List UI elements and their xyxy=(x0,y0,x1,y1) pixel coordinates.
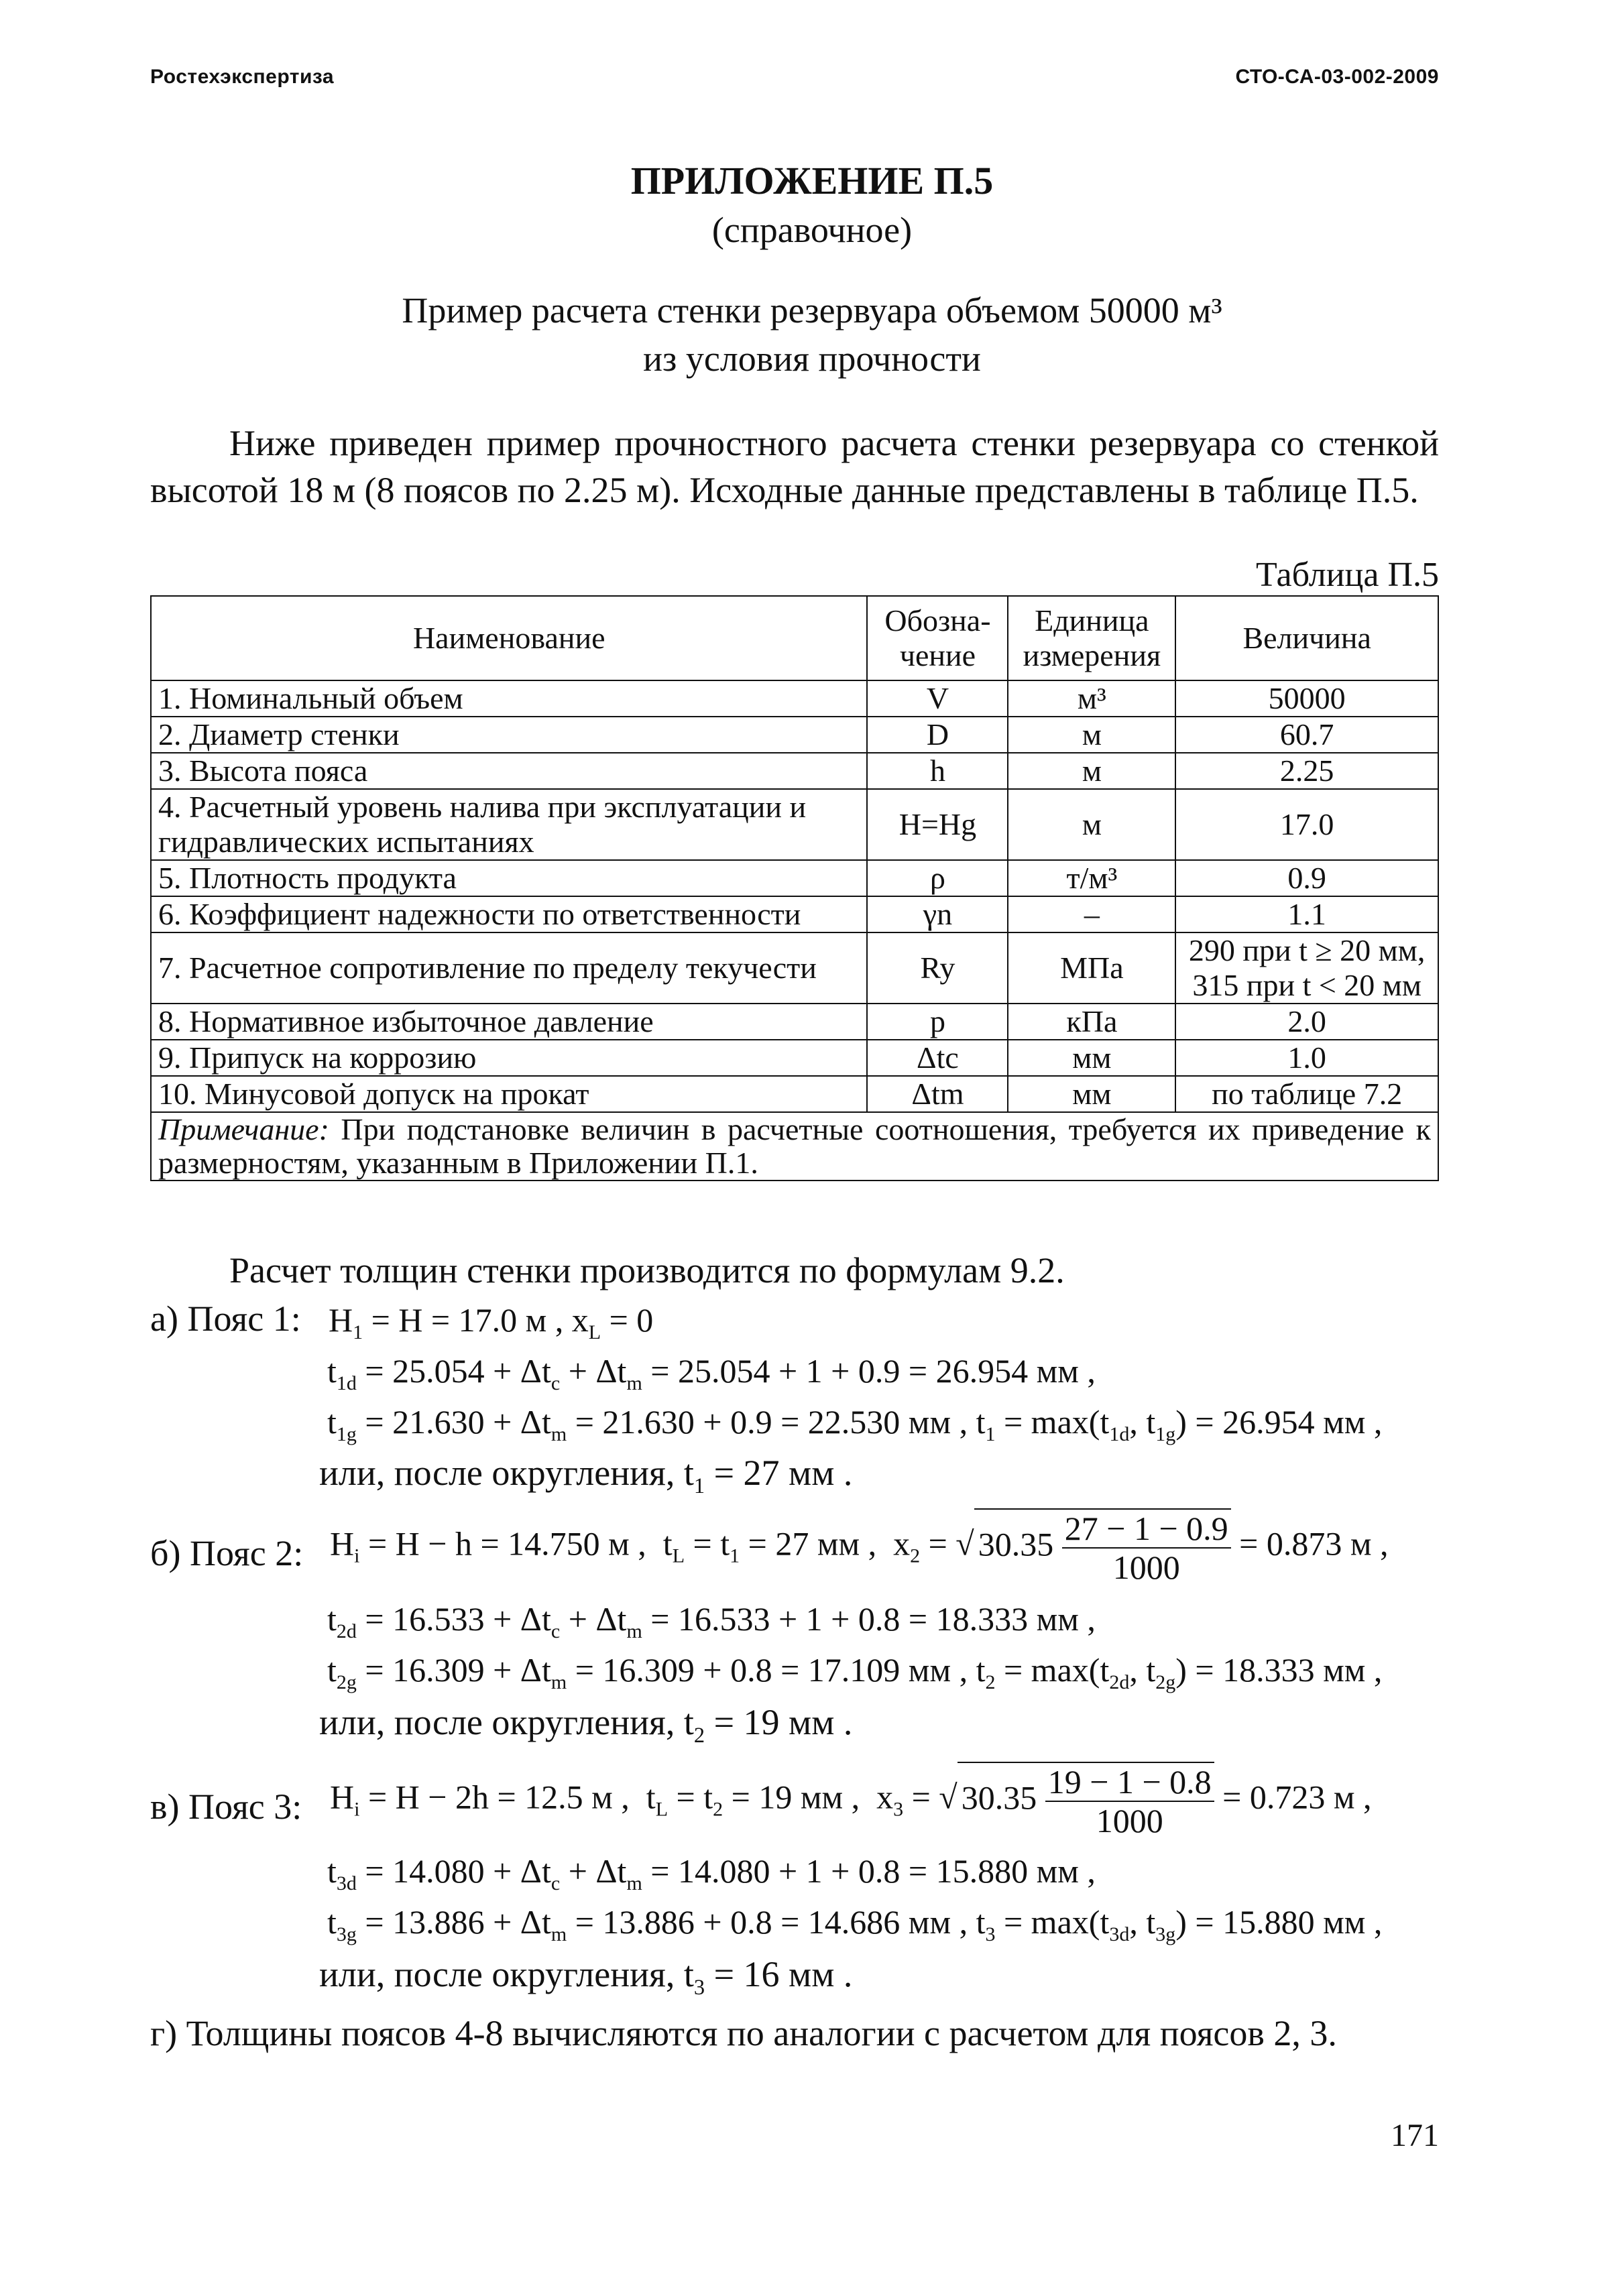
cell-symbol: ρ xyxy=(867,860,1008,896)
cell-unit: т/м³ xyxy=(1008,860,1175,896)
cell-unit: кПа xyxy=(1008,1004,1175,1040)
cell-value: 0.9 xyxy=(1175,860,1438,896)
belt-1-params: $H_1 = H = 17.0$ м , $x_L = 0$ xyxy=(329,1301,654,1343)
cell-symbol: h xyxy=(867,753,1008,789)
belt-3-label: в) Пояс 3: xyxy=(150,1787,302,1827)
cell-value: 2.0 xyxy=(1175,1004,1438,1040)
belt-1-t1d: $t_{1d} = 25.054 + \Delta t_c + \Delta t_m = 25.054 + 1 + 0.9 = 26.954$ мм , xyxy=(327,1352,1096,1394)
calc-intro: Расчет толщин стенки производится по формулам 9.2. xyxy=(229,1250,1065,1290)
cell-name: 9. Припуск на коррозию xyxy=(151,1040,867,1076)
note-label: Примечание: xyxy=(158,1112,329,1146)
note-text: При подстановке величин в расчетные соотношения, требуется их приведение к размерностям, указанным в Приложении П.1. xyxy=(158,1112,1431,1180)
appendix-title: ПРИЛОЖЕНИЕ П.5 xyxy=(630,159,994,202)
table-row xyxy=(151,1076,1438,1112)
table-row xyxy=(151,932,1438,1004)
header-document-code: СТО-СА-03-002-2009 xyxy=(1235,66,1439,88)
cell-symbol: Δtm xyxy=(867,1076,1008,1112)
belt-3-t3g: $t_{3g} = 13.886 + \Delta t_m = 13.886 + 0.8 = 14.686$ мм , $t_3 = \max(t_{3d}$, $t_{3g}) = 15.880$ мм , xyxy=(327,1903,1383,1945)
page-number: 171 xyxy=(1391,2118,1439,2153)
belt-3-params: $H_i = H - 2h = 12.5$ м , $t_L = t_2 = 19$ мм , $x_3$ = √ 30.35 $\frac{19 - 1 - 0.8}{1000}$ = 0.723 м , xyxy=(330,1763,1372,1839)
belt-2-t2d: $t_{2d} = 16.533 + \Delta t_c + \Delta t_m = 16.533 + 1 + 0.8 = 18.333$ мм , xyxy=(327,1600,1096,1642)
table-row xyxy=(151,753,1438,789)
cell-value: 17.0 xyxy=(1175,789,1438,860)
belt-1-label: а) Пояс 1: xyxy=(150,1298,301,1339)
header-unit: Единица измерения xyxy=(1008,596,1175,680)
cell-symbol: p xyxy=(867,1004,1008,1040)
cell-name: 10. Минусовой допуск на прокат xyxy=(151,1076,867,1112)
cell-name: 1. Номинальный объем xyxy=(151,680,867,717)
table-note-row xyxy=(151,1112,1438,1181)
cell-value: 1.1 xyxy=(1175,896,1438,932)
table-body xyxy=(151,680,1438,1112)
belt-1-rounding: или, после округления, $t_1 = 27$ мм . xyxy=(319,1453,853,1498)
cell-unit: мм xyxy=(1008,1040,1175,1076)
document-title-line2: из условия прочности xyxy=(643,339,981,379)
cell-symbol: V xyxy=(867,680,1008,717)
cell-value: 290 при t ≥ 20 мм, 315 при t < 20 мм xyxy=(1175,932,1438,1004)
cell-name: 7. Расчетное сопротивление по пределу текучести xyxy=(151,932,867,1004)
cell-symbol: γn xyxy=(867,896,1008,932)
cell-symbol: Ry xyxy=(867,932,1008,1004)
cell-name: 4. Расчетный уровень налива при эксплуатации и гидравлических испытаниях xyxy=(151,789,867,860)
cell-value: 2.25 xyxy=(1175,753,1438,789)
belt-2-params: $H_i = H - h = 14.750$ м , $t_L = t_1 = 27$ мм , $x_2$ = √ 30.35 $\frac{27 - 1 - 0.9}{1000}$ = 0.873 м , xyxy=(330,1510,1389,1586)
header-name: Наименование xyxy=(151,596,867,680)
document-title-line1: Пример расчета стенки резервуара объемом 50000 м³ xyxy=(402,290,1222,330)
cell-unit: м xyxy=(1008,717,1175,753)
belt-2-t2g: $t_{2g} = 16.309 + \Delta t_m = 16.309 + 0.8 = 17.109$ мм , $t_2 = \max(t_{2d}$, $t_{2g}) = 18.333$ мм , xyxy=(327,1651,1383,1693)
belt-2-label: б) Пояс 2: xyxy=(150,1533,304,1573)
belt-3-rounding-label: или, после округления, xyxy=(319,1954,675,1994)
cell-value: по таблице 7.2 xyxy=(1175,1076,1438,1112)
cell-symbol: Δtc xyxy=(867,1040,1008,1076)
table-row xyxy=(151,789,1438,860)
cell-name: 8. Нормативное избыточное давление xyxy=(151,1004,867,1040)
belt-1-t1g: $t_{1g} = 21.630 + \Delta t_m = 21.630 + 0.9 = 22.530$ мм , $t_1 = \max(t_{1d}$, $t_{1g}) = 26.954$ мм , xyxy=(327,1403,1383,1445)
belt-2-rounding-label: или, после округления, xyxy=(319,1702,675,1742)
belt-3-rounding: или, после округления, $t_3 = 16$ мм . xyxy=(319,1954,853,2000)
table-row xyxy=(151,860,1438,896)
belts-4-8-note: г) Толщины поясов 4-8 вычисляются по аналогии с расчетом для поясов 2, 3. xyxy=(150,2013,1337,2053)
cell-symbol: H=Hg xyxy=(867,789,1008,860)
table-row xyxy=(151,1004,1438,1040)
table-note xyxy=(151,1112,1438,1181)
cell-unit: – xyxy=(1008,896,1175,932)
table-row xyxy=(151,1040,1438,1076)
belt-1-rounding-label: или, после округления, xyxy=(319,1453,675,1493)
table-row xyxy=(151,896,1438,932)
cell-value: 50000 xyxy=(1175,680,1438,717)
cell-value: 1.0 xyxy=(1175,1040,1438,1076)
cell-name: 3. Высота пояса xyxy=(151,753,867,789)
cell-unit: м³ xyxy=(1008,680,1175,717)
intro-paragraph: Ниже приведен пример прочностного расчета стенки резервуара со стенкой высотой 18 м (8 поясов по 2.25 м). Исходные данные представлены в таблице П.5. xyxy=(150,423,1439,510)
cell-unit: м xyxy=(1008,789,1175,860)
belt-3-t3d: $t_{3d} = 14.080 + \Delta t_c + \Delta t_m = 14.080 + 1 + 0.8 = 15.880$ мм , xyxy=(327,1852,1096,1894)
belt-2-rounding: или, после округления, $t_2 = 19$ мм . xyxy=(319,1702,853,1748)
header-symbol: Обозна-чение xyxy=(867,596,1008,680)
table-caption: Таблица П.5 xyxy=(1256,556,1439,594)
cell-name: 5. Плотность продукта xyxy=(151,860,867,896)
cell-value: 60.7 xyxy=(1175,717,1438,753)
table-header-row xyxy=(151,596,1438,680)
table-row xyxy=(151,680,1438,717)
input-data-table xyxy=(150,595,1439,1181)
cell-name: 2. Диаметр стенки xyxy=(151,717,867,753)
cell-unit: мм xyxy=(1008,1076,1175,1112)
table-row xyxy=(151,717,1438,753)
cell-unit: МПа xyxy=(1008,932,1175,1004)
appendix-subtitle: (справочное) xyxy=(711,210,913,250)
cell-unit: м xyxy=(1008,753,1175,789)
cell-symbol: D xyxy=(867,717,1008,753)
header-value: Величина xyxy=(1175,596,1438,680)
cell-name: 6. Коэффициент надежности по ответственности xyxy=(151,896,867,932)
header-organization: Ростехэкспертиза xyxy=(150,66,335,88)
